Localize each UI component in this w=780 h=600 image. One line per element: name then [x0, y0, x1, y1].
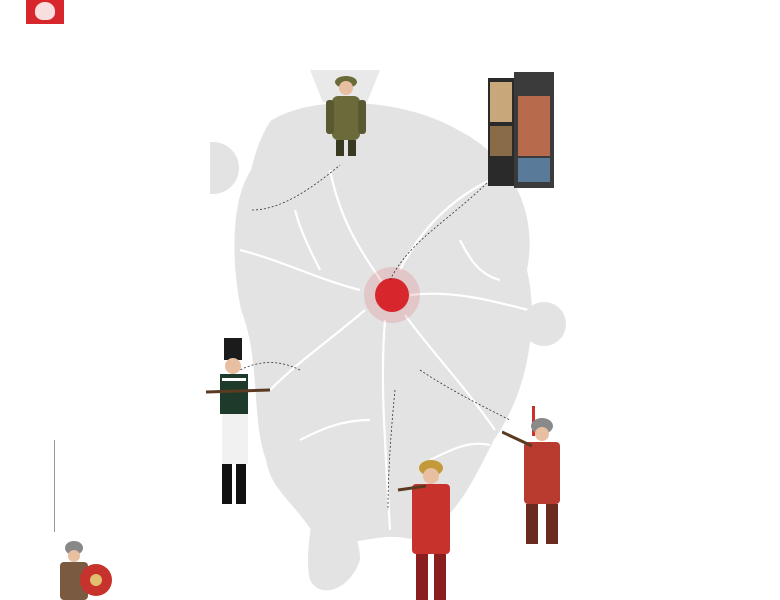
- center-marker: [375, 278, 409, 312]
- book-stand-image: [486, 72, 556, 188]
- zelenograd-area: [210, 142, 239, 194]
- streltsy-figure: [502, 406, 580, 546]
- soldier-ww1-figure: [318, 70, 374, 158]
- park-list-divider: [54, 440, 55, 532]
- east-area: [522, 302, 566, 346]
- soldier-1812-figure: [200, 336, 270, 506]
- medieval-warrior-figure: [396, 456, 466, 600]
- opening-hours: [462, 16, 466, 32]
- game-warrior-figure: [52, 540, 116, 600]
- moscow-coat-of-arms-logo: [26, 0, 64, 24]
